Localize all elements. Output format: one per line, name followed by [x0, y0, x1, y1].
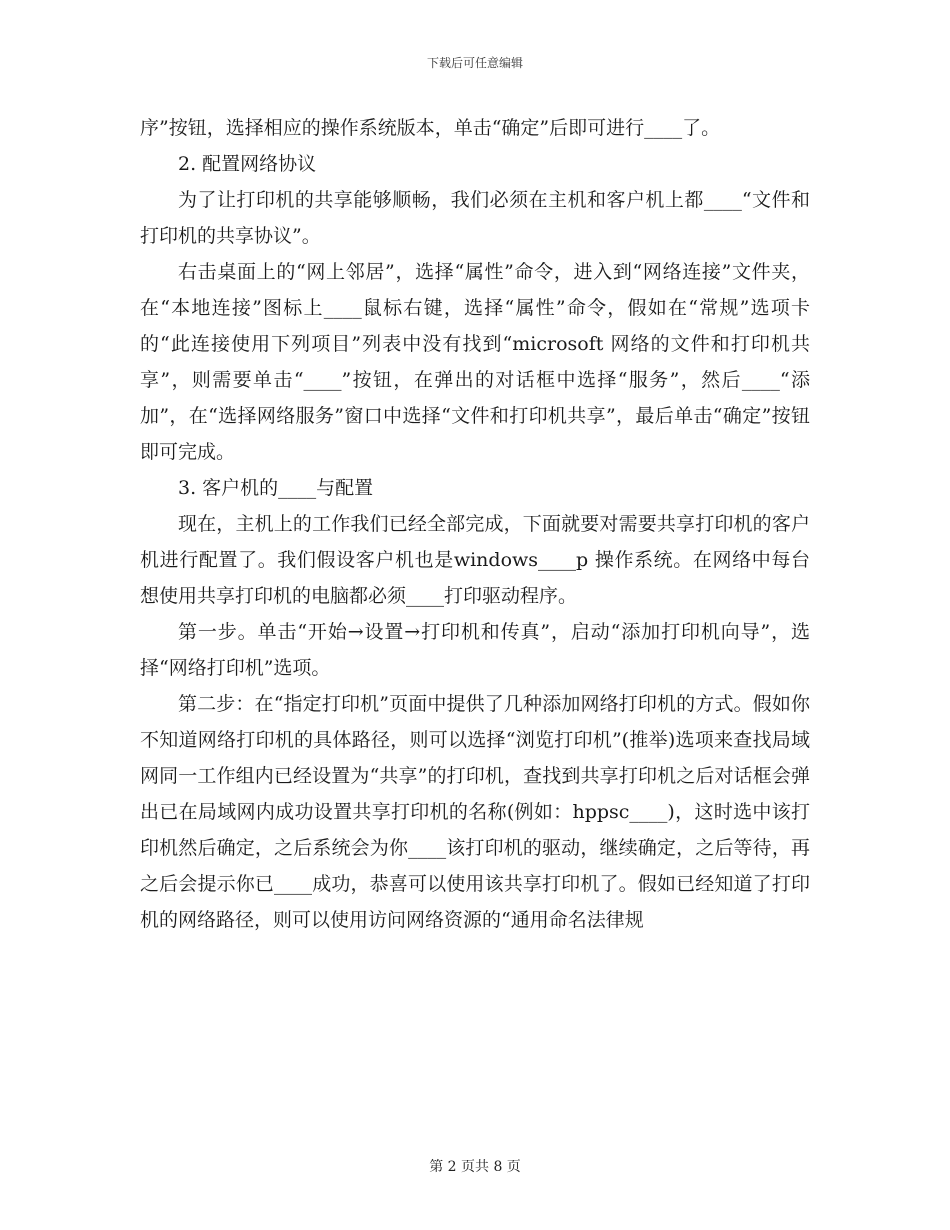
paragraph: 第二步：在“指定打印机”页面中提供了几种添加网络打印机的方式。假如你不知道网络打印机的具体路径，则可以选择“浏览打印机”(推举)选项来查找局域网同一工作组内已经设置为“共享”的打印机，查找到共享打印机之后对话框会弹出已在局域网内成功设置共享打印机的名称(例如：hppsc____)，这时选中该打印机然后确定，之后系统会为你____该打印机的驱动，继续确定，之后等待，再之后会提示你已____成功，恭喜可以使用该共享打印机了。假如已经知道了打印机的网络路径，则可以使用访问网络资源的“通用命名法律规: [140, 693, 810, 931]
page-footer: 第 2 页共 8 页: [429, 1159, 521, 1175]
page-header: 下载后可任意编辑: [426, 56, 523, 70]
paragraph: 为了让打印机的共享能够顺畅，我们必须在主机和客户机上都____“文件和打印机的共享协议”。: [140, 189, 810, 247]
section-heading: 2. 配置网络协议: [178, 153, 317, 175]
paragraph: 现在，主机上的工作我们已经全部完成，下面就要对需要共享打印机的客户机进行配置了。我们假设客户机也是windows____p 操作系统。在网络中每台想使用共享打印机的电脑都必须____打印驱动程序。: [140, 513, 810, 607]
paragraph: 第一步。单击“开始→设置→打印机和传真”，启动“添加打印机向导”，选择“网络打印机”选项。: [140, 621, 810, 679]
paragraph: 序”按钮，选择相应的操作系统版本，单击“确定”后即可进行____了。: [140, 117, 721, 139]
paragraph: 右击桌面上的“网上邻居”，选择“属性”命令，进入到“网络连接”文件夹，在“本地连接”图标上____鼠标右键，选择“属性”命令，假如在“常规”选项卡的“此连接使用下列项目”列表中没有找到“microsoft 网络的文件和打印机共享”，则需要单击“____”按钮，在弹出的对话框中选择“服务”，然后____“添加”，在“选择网络服务”窗口中选择“文件和打印机共享”，最后单击“确定”按钮即可完成。: [140, 261, 810, 463]
document-body: [140, 110, 810, 938]
section-heading: 3. 客户机的____与配置: [178, 477, 374, 499]
